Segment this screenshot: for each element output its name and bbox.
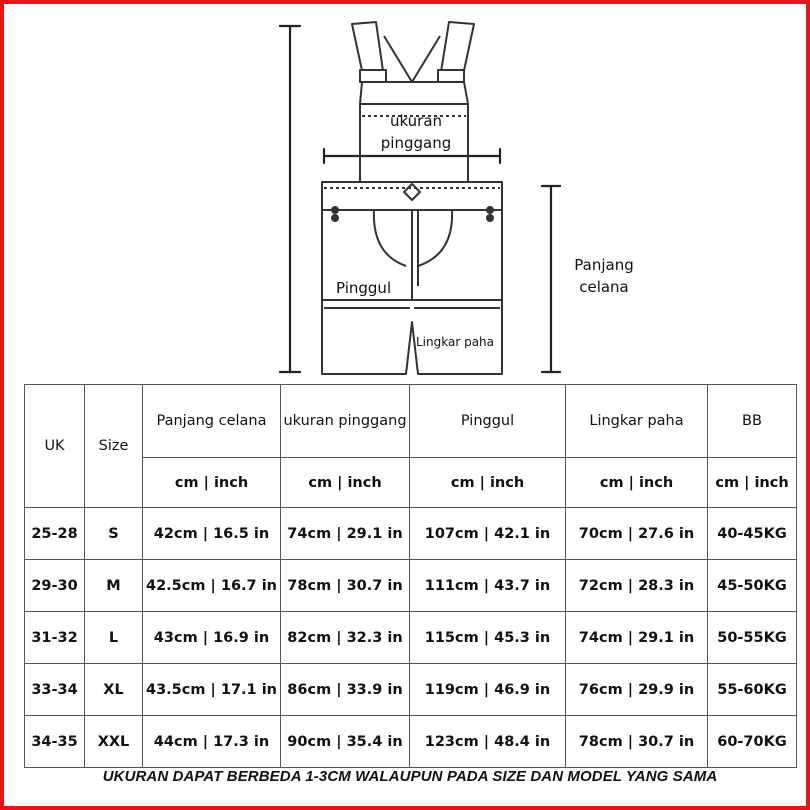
cell-length: 42.5cm | 16.7 in [143, 560, 281, 612]
cell-hip: 111cm | 43.7 in [410, 560, 566, 612]
length-label: Panjang celana [574, 256, 634, 296]
header-hip: Pinggul [410, 385, 566, 458]
table-row [25, 508, 797, 560]
cell-size: M [85, 560, 143, 612]
header-waist: ukuran pinggang [281, 385, 410, 458]
unit-label-hip: cm | inch [410, 458, 566, 508]
cell-weight: 45-50KG [708, 560, 797, 612]
cell-weight: 50-55KG [708, 612, 797, 664]
thigh-label: Lingkar paha [416, 335, 495, 349]
cell-length: 44cm | 17.3 in [143, 716, 281, 768]
cell-uk: 33-34 [25, 664, 85, 716]
cell-waist: 74cm | 29.1 in [281, 508, 410, 560]
cell-waist: 90cm | 35.4 in [281, 716, 410, 768]
table-row [25, 612, 797, 664]
cell-size: XXL [85, 716, 143, 768]
cell-size: XL [85, 664, 143, 716]
cell-waist: 82cm | 32.3 in [281, 612, 410, 664]
waist-label: ukuran pinggang [380, 112, 452, 152]
header-row [25, 385, 797, 458]
cell-uk: 34-35 [25, 716, 85, 768]
cell-hip: 107cm | 42.1 in [410, 508, 566, 560]
cell-length: 43.5cm | 17.1 in [143, 664, 281, 716]
header-length: Panjang celana [143, 385, 281, 458]
cell-thigh: 78cm | 30.7 in [566, 716, 708, 768]
cell-weight: 60-70KG [708, 716, 797, 768]
unit-label-thigh: cm | inch [566, 458, 708, 508]
cell-length: 42cm | 16.5 in [143, 508, 281, 560]
cell-uk: 31-32 [25, 612, 85, 664]
table-row [25, 716, 797, 768]
cell-waist: 86cm | 33.9 in [281, 664, 410, 716]
cell-uk: 29-30 [25, 560, 85, 612]
unit-label-waist: cm | inch [281, 458, 410, 508]
cell-thigh: 76cm | 29.9 in [566, 664, 708, 716]
hip-label: Pinggul [336, 279, 392, 297]
header-thigh: Lingkar paha [566, 385, 708, 458]
cell-hip: 123cm | 48.4 in [410, 716, 566, 768]
header-size: Size [85, 385, 143, 508]
cell-hip: 119cm | 46.9 in [410, 664, 566, 716]
cell-size: L [85, 612, 143, 664]
header-weight: BB [708, 385, 797, 458]
overall-sketch [4, 4, 810, 384]
cell-thigh: 70cm | 27.6 in [566, 508, 708, 560]
cell-hip: 115cm | 45.3 in [410, 612, 566, 664]
unit-label-length: cm | inch [143, 458, 281, 508]
overall-outline [322, 22, 502, 374]
cell-thigh: 72cm | 28.3 in [566, 560, 708, 612]
cell-thigh: 74cm | 29.1 in [566, 612, 708, 664]
cell-weight: 55-60KG [708, 664, 797, 716]
overall-diagram [4, 4, 810, 384]
disclaimer-note: UKURAN DAPAT BERBEDA 1-3CM WALAUPUN PADA SIZE DAN MODEL YANG SAMA [102, 768, 718, 785]
cell-size: S [85, 508, 143, 560]
cell-waist: 78cm | 30.7 in [281, 560, 410, 612]
cell-weight: 40-45KG [708, 508, 797, 560]
cell-length: 43cm | 16.9 in [143, 612, 281, 664]
header-uk: UK [25, 385, 85, 508]
table-row [25, 664, 797, 716]
size-table [24, 384, 797, 768]
cell-uk: 25-28 [25, 508, 85, 560]
table-row [25, 560, 797, 612]
unit-label-weight: cm | inch [708, 458, 797, 508]
